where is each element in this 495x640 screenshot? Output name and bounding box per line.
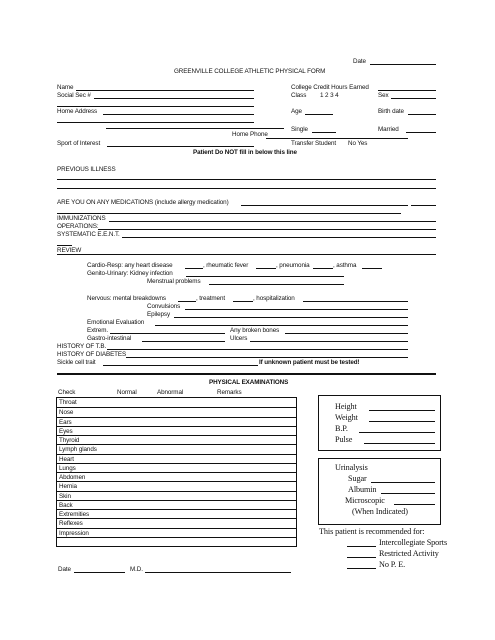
review-rule: [57, 254, 436, 255]
exam-row[interactable]: [57, 472, 296, 481]
exam-row[interactable]: [57, 500, 296, 509]
exam-row[interactable]: [57, 426, 296, 435]
recommend-checkbox-line[interactable]: [347, 568, 376, 569]
recommend-checkbox-line[interactable]: [347, 557, 376, 558]
heart-disease-field[interactable]: [185, 268, 203, 269]
home-address-label: Home Address: [57, 108, 98, 115]
col-abnormal: Abnormal: [157, 389, 184, 396]
sugar-field[interactable]: [371, 482, 435, 483]
tb-label: HISTORY OF T.B.: [57, 343, 107, 350]
broken-bones-field[interactable]: [285, 333, 408, 334]
sex-field[interactable]: [391, 98, 436, 99]
married-field[interactable]: [406, 132, 436, 133]
operations-label: OPERATIONS:: [57, 223, 99, 230]
vital-field[interactable]: [359, 432, 435, 433]
vital-field[interactable]: [364, 443, 435, 444]
exam-row-label: Ears: [59, 418, 72, 426]
class-label: Class: [291, 92, 307, 99]
exam-row[interactable]: [57, 491, 296, 500]
gastro-label: Gastro-intestinal: [87, 335, 132, 342]
exam-row-label: Skin: [59, 492, 71, 500]
exam-row-label: Heart: [59, 455, 74, 463]
emotional-field[interactable]: [155, 325, 408, 326]
date-label: Date: [353, 58, 366, 65]
albumin-field[interactable]: [381, 493, 435, 494]
exam-row-divider: [57, 537, 296, 538]
notice-text: Patient Do NOT fill in below this line: [193, 149, 297, 156]
home-phone-field[interactable]: [266, 138, 408, 139]
sickle-label: Sickle cell trait: [57, 359, 96, 366]
urinalysis-label: Urinalysis: [335, 463, 368, 472]
single-label: Single: [291, 126, 308, 133]
home-address-field-3[interactable]: [106, 128, 284, 129]
vital-label: Height: [335, 402, 357, 411]
exam-row-label: Abdomen: [59, 474, 86, 481]
col-check: Check: [58, 389, 76, 396]
exam-row-label: Impression: [59, 529, 89, 537]
transfer-options[interactable]: No Yes: [348, 140, 368, 147]
previous-illness-field-2[interactable]: [57, 188, 436, 189]
medications-field[interactable]: [241, 205, 408, 206]
credit-hours-field[interactable]: [378, 90, 436, 91]
age-label: Age: [291, 108, 302, 115]
systematic-field[interactable]: [122, 237, 436, 238]
microscopic-field[interactable]: [394, 504, 435, 505]
exam-row[interactable]: [57, 417, 296, 426]
diabetes-field[interactable]: [126, 357, 408, 358]
pneumonia-label: , pneumonia: [276, 262, 310, 269]
vital-label: Weight: [335, 413, 358, 422]
extrem-label: Extrem.: [87, 327, 108, 334]
exam-title: PHYSICAL EXAMINATIONS: [209, 379, 289, 386]
date-field[interactable]: [370, 64, 436, 65]
broken-bones-label: Any broken bones: [230, 327, 280, 334]
exam-row[interactable]: [57, 518, 296, 527]
home-address-field[interactable]: [103, 114, 254, 115]
married-label: Married: [378, 126, 399, 133]
exam-row[interactable]: [57, 463, 296, 472]
exam-row[interactable]: [57, 444, 296, 453]
nervous-label: Nervous: mental breakdowns: [87, 295, 166, 302]
exam-row-label: Reflexes: [59, 520, 83, 528]
birth-date-field[interactable]: [408, 114, 436, 115]
footer-date-field[interactable]: [74, 572, 125, 573]
home-phone-label: Home Phone: [232, 131, 268, 138]
convulsions-label: Convulsions: [147, 303, 181, 310]
hospitalization-field[interactable]: [303, 301, 408, 302]
previous-illness-label: PREVIOUS ILLNESS: [57, 166, 116, 173]
gastro-field[interactable]: [142, 341, 225, 342]
recommend-title: This patient is recommended for:: [319, 527, 425, 536]
recommend-option: No P. E.: [379, 560, 406, 569]
exam-row-label: Extremities: [59, 511, 90, 518]
transfer-label: Transfer Student: [291, 140, 337, 147]
medications-label: ARE YOU ON ANY MEDICATIONS (include allergy medication): [57, 199, 229, 206]
sex-label: Sex: [378, 92, 389, 99]
operations-field[interactable]: [98, 229, 436, 230]
blank-line[interactable]: [57, 106, 254, 107]
exam-row[interactable]: [57, 398, 296, 407]
class-options[interactable]: 1 2 3 4: [320, 92, 339, 99]
microscopic-label: Microscopic: [345, 496, 385, 505]
recommend-checkbox-line[interactable]: [347, 546, 376, 547]
sport-field[interactable]: [107, 146, 254, 147]
epilepsy-field[interactable]: [174, 317, 408, 318]
exam-row-label: Nose: [59, 409, 74, 417]
when-indicated-label: (When Indicated): [352, 507, 408, 516]
emotional-label: Emotional Evaluation: [87, 319, 145, 326]
genito-label: Genito-Urinary: Kidney infection: [87, 270, 173, 277]
exam-row-label: Lungs: [59, 464, 76, 472]
ssn-field[interactable]: [94, 98, 254, 99]
exam-row[interactable]: [57, 435, 296, 444]
treatment-label: , treatment: [196, 295, 225, 302]
breakdowns-field[interactable]: [178, 301, 196, 302]
vital-label: B.P.: [335, 424, 348, 433]
recommend-option: Restricted Activity: [379, 549, 439, 558]
rheumatic-label: , rheumatic fever: [203, 262, 249, 269]
sugar-label: Sugar: [348, 474, 367, 483]
extrem-field[interactable]: [110, 333, 225, 334]
home-address-field-2[interactable]: [57, 122, 254, 123]
exam-row[interactable]: [57, 528, 296, 537]
exam-row[interactable]: [57, 407, 296, 416]
medications-field-2[interactable]: [57, 213, 401, 214]
birth-date-label: Birth date: [378, 108, 404, 115]
credit-hours-label: College Credit Hours Earned: [291, 84, 369, 91]
exam-row-label: Throat: [59, 399, 77, 406]
exam-row-label: Eyes: [59, 427, 73, 435]
epilepsy-label: Epilepsy: [147, 311, 171, 318]
col-normal: Normal: [117, 389, 137, 396]
physician-signature-field[interactable]: [145, 572, 291, 573]
menstrual-field[interactable]: [209, 284, 344, 285]
sickle-field[interactable]: [103, 365, 258, 366]
cardio-label: Cardio-Resp: any heart disease: [87, 262, 173, 269]
sickle-note: If unknown patient must be tested!: [259, 359, 360, 366]
ulcers-label: Ulcers: [230, 335, 248, 342]
immunizations-label: IMMUNIZATIONS: [57, 215, 106, 222]
vital-field[interactable]: [369, 410, 435, 411]
exam-row-label: Hernia: [59, 483, 77, 491]
section-divider: [57, 373, 436, 375]
medications-field-b[interactable]: [411, 205, 436, 206]
treatment-field[interactable]: [233, 301, 253, 302]
review-label: REVIEW: [57, 247, 82, 254]
previous-illness-field[interactable]: [57, 179, 436, 180]
exam-row-label: Thyroid: [59, 437, 80, 444]
asthma-field[interactable]: [362, 268, 382, 269]
rheumatic-field[interactable]: [256, 268, 276, 269]
kidney-field[interactable]: [186, 276, 344, 277]
exam-row-label: Back: [59, 501, 73, 509]
systematic-label: SYSTEMATIC E.E.N.T.: [57, 231, 120, 238]
single-field[interactable]: [312, 132, 336, 133]
exam-row[interactable]: [57, 481, 296, 490]
immunizations-field[interactable]: [109, 221, 436, 222]
vital-field[interactable]: [369, 421, 435, 422]
exam-row[interactable]: [57, 454, 296, 463]
ulcers-field[interactable]: [250, 341, 408, 342]
albumin-label: Albumin: [348, 485, 377, 494]
form-title: GREENVILLE COLLEGE ATHLETIC PHYSICAL FORM: [174, 68, 326, 75]
menstrual-label: Menstrual problems: [147, 278, 201, 285]
tb-field[interactable]: [107, 349, 408, 350]
pneumonia-field[interactable]: [313, 268, 333, 269]
diabetes-label: HISTORY OF DIABETES: [57, 351, 127, 358]
recommend-option: Intercollegiate Sports: [379, 538, 448, 547]
hospitalization-label: , hospitalization: [253, 295, 295, 302]
age-field[interactable]: [305, 114, 333, 115]
sport-label: Sport of Interest: [57, 140, 101, 147]
exam-table: [56, 397, 297, 547]
col-remarks: Remarks: [217, 389, 242, 396]
exam-row[interactable]: [57, 509, 296, 518]
footer-date-label: Date: [58, 566, 71, 573]
footer-md-label: M.D.: [130, 566, 143, 573]
vital-label: Pulse: [335, 435, 353, 444]
name-label: Name: [57, 84, 74, 91]
exam-row-label: Lymph glands: [59, 446, 97, 454]
asthma-label: , asthma: [333, 262, 357, 269]
name-field[interactable]: [76, 90, 254, 91]
ssn-label: Social Sec #: [57, 92, 91, 99]
systematic-field-2[interactable]: [57, 245, 72, 246]
convulsions-field[interactable]: [185, 309, 408, 310]
